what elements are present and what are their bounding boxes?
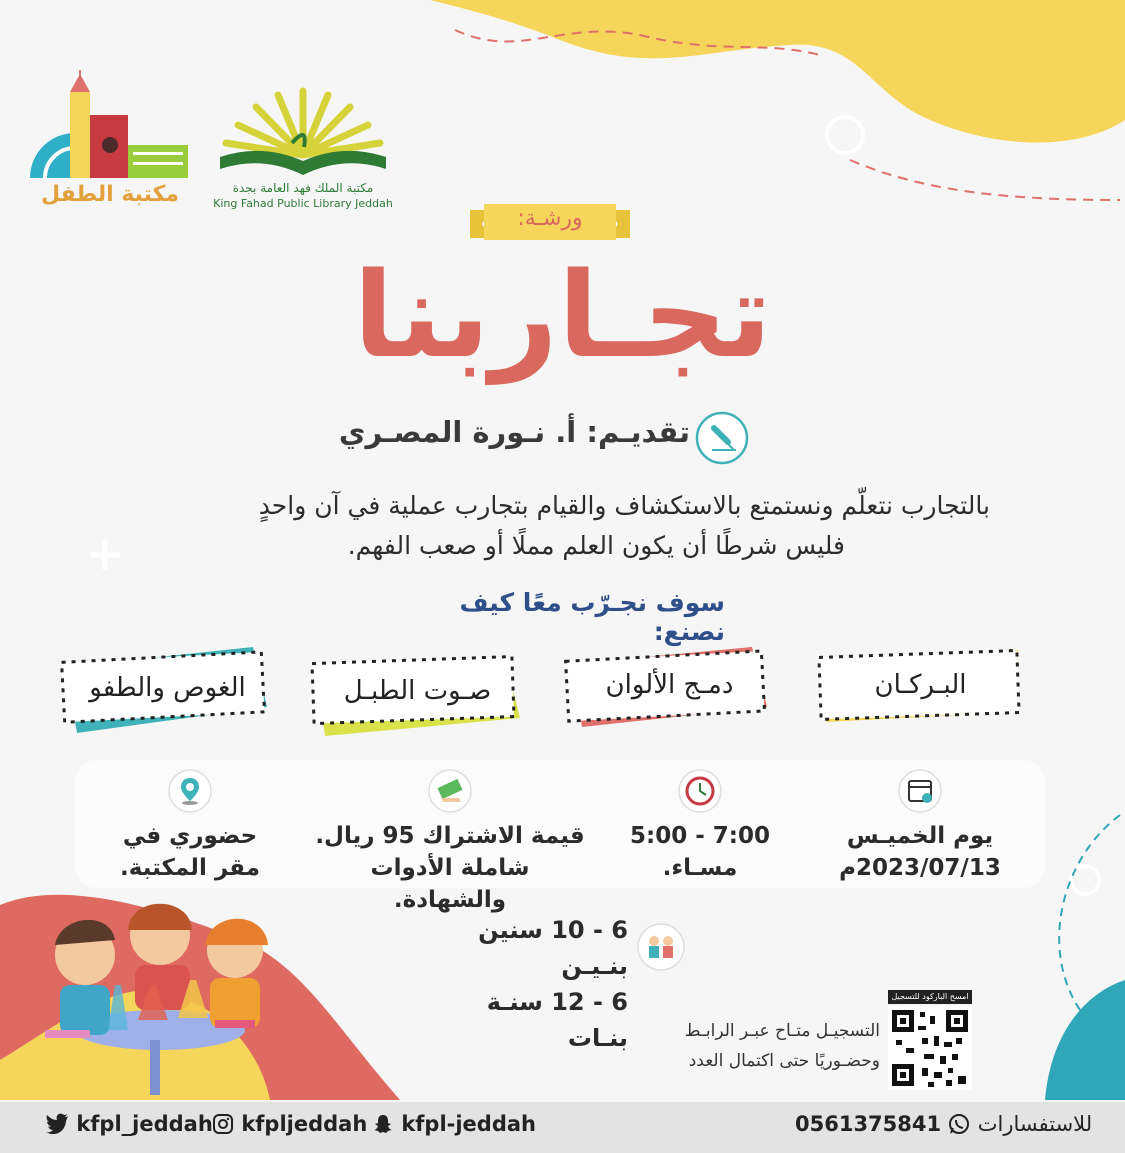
location-line-1: حضوري في: [122, 823, 258, 849]
registration-info: [640, 1016, 880, 1076]
qr-code-icon: [888, 1006, 972, 1090]
topic-label: دمـج الألوان: [605, 670, 734, 700]
workshop-description: [80, 486, 990, 566]
footer-instagram[interactable]: [212, 1112, 367, 1136]
registration-line-2: وحضـوريًا حتى اكتمال العدد: [688, 1051, 880, 1071]
location-pin-icon: [167, 768, 213, 814]
info-date: [800, 768, 1040, 884]
footer-twitter[interactable]: [45, 1112, 213, 1136]
fee-amount: قيمة الاشتراك 95 ريال.: [315, 823, 585, 849]
workshop-title: تجـاربنا: [353, 246, 772, 384]
snapchat-handle: kfpl-jeddah: [401, 1112, 536, 1136]
info-fee: [315, 768, 585, 916]
fee-includes: شاملة الأدوات والشهادة.: [370, 855, 530, 913]
child-library-name: مكتبة الطفل: [40, 182, 180, 207]
topic-label: الغوص والطفو: [89, 673, 246, 703]
whatsapp-icon: [948, 1113, 970, 1135]
topic-drum-sound: [305, 648, 530, 738]
children-icon: [636, 922, 686, 972]
child-library-building-icon: [25, 70, 195, 182]
description-line-1: بالتجارب نتعلّم ونستمتع بالاستكشاف والقيام بتجارب عملية في آن واحدٍ: [258, 491, 990, 520]
location-line-2: مقر المكتبة.: [120, 855, 260, 881]
time-period: مسـاء.: [662, 855, 738, 881]
age-girls: 6 - 12 سنـة بنـات: [486, 988, 628, 1052]
phone-number[interactable]: 0561375841: [795, 1112, 942, 1136]
calendar-icon: [897, 768, 943, 814]
microphone-icon: [694, 410, 750, 466]
workshop-ribbon: [470, 200, 630, 244]
twitter-handle: kfpl_jeddah: [76, 1112, 213, 1136]
date-value: 2023/07/13م: [839, 855, 1001, 881]
child-library-logo: [25, 70, 195, 210]
money-icon: [427, 768, 473, 814]
age-boys: 6 - 10 سنين بنـيـن: [478, 916, 628, 980]
footer-snapchat[interactable]: [372, 1112, 536, 1136]
info-location: [70, 768, 310, 884]
description-line-2: فليس شرطًا أن يكون العلم مملًا أو صعب الفهم.: [347, 531, 845, 560]
inquiries-label: للاستفسارات: [977, 1112, 1093, 1136]
registration-qr[interactable]: [888, 990, 972, 1090]
workshop-label: ورشـة:: [517, 206, 583, 231]
sun-book-icon: [212, 85, 394, 180]
topic-color-mixing: [557, 642, 782, 732]
kfpl-arabic-name: مكتبة الملك فهد العامة بجدة: [232, 181, 374, 195]
footer-inquiries: [795, 1112, 1092, 1136]
clock-icon: [677, 768, 723, 814]
kfpl-english-name: King Fahad Public Library Jeddah: [213, 197, 393, 210]
instagram-handle: kfpljeddah: [241, 1112, 368, 1136]
twitter-icon: [45, 1113, 69, 1135]
experiments-subheading: سوف نجـرّب معًا كيف نصنع:: [459, 588, 725, 646]
qr-caption: امسح الباركود للتسجيل: [888, 990, 972, 1004]
registration-line-1: التسجيـل متـاح عبـر الرابـط: [684, 1021, 880, 1041]
age-groups: [430, 912, 628, 1056]
kfpl-logo: [212, 85, 394, 215]
instagram-icon: [212, 1113, 234, 1135]
topic-label: صـوت الطبـل: [343, 676, 492, 706]
topic-volcano: [808, 642, 1033, 732]
time-range: 5:00 - 7:00: [630, 823, 770, 849]
snapchat-icon: [372, 1113, 394, 1135]
info-time: [580, 768, 820, 884]
topic-sink-float: [55, 645, 280, 735]
date-weekday: يوم الخميـس: [846, 823, 994, 849]
presenter-name: تقديـم: أ. نـورة المصـري: [338, 415, 690, 449]
topic-label: البـركـان: [874, 670, 967, 700]
